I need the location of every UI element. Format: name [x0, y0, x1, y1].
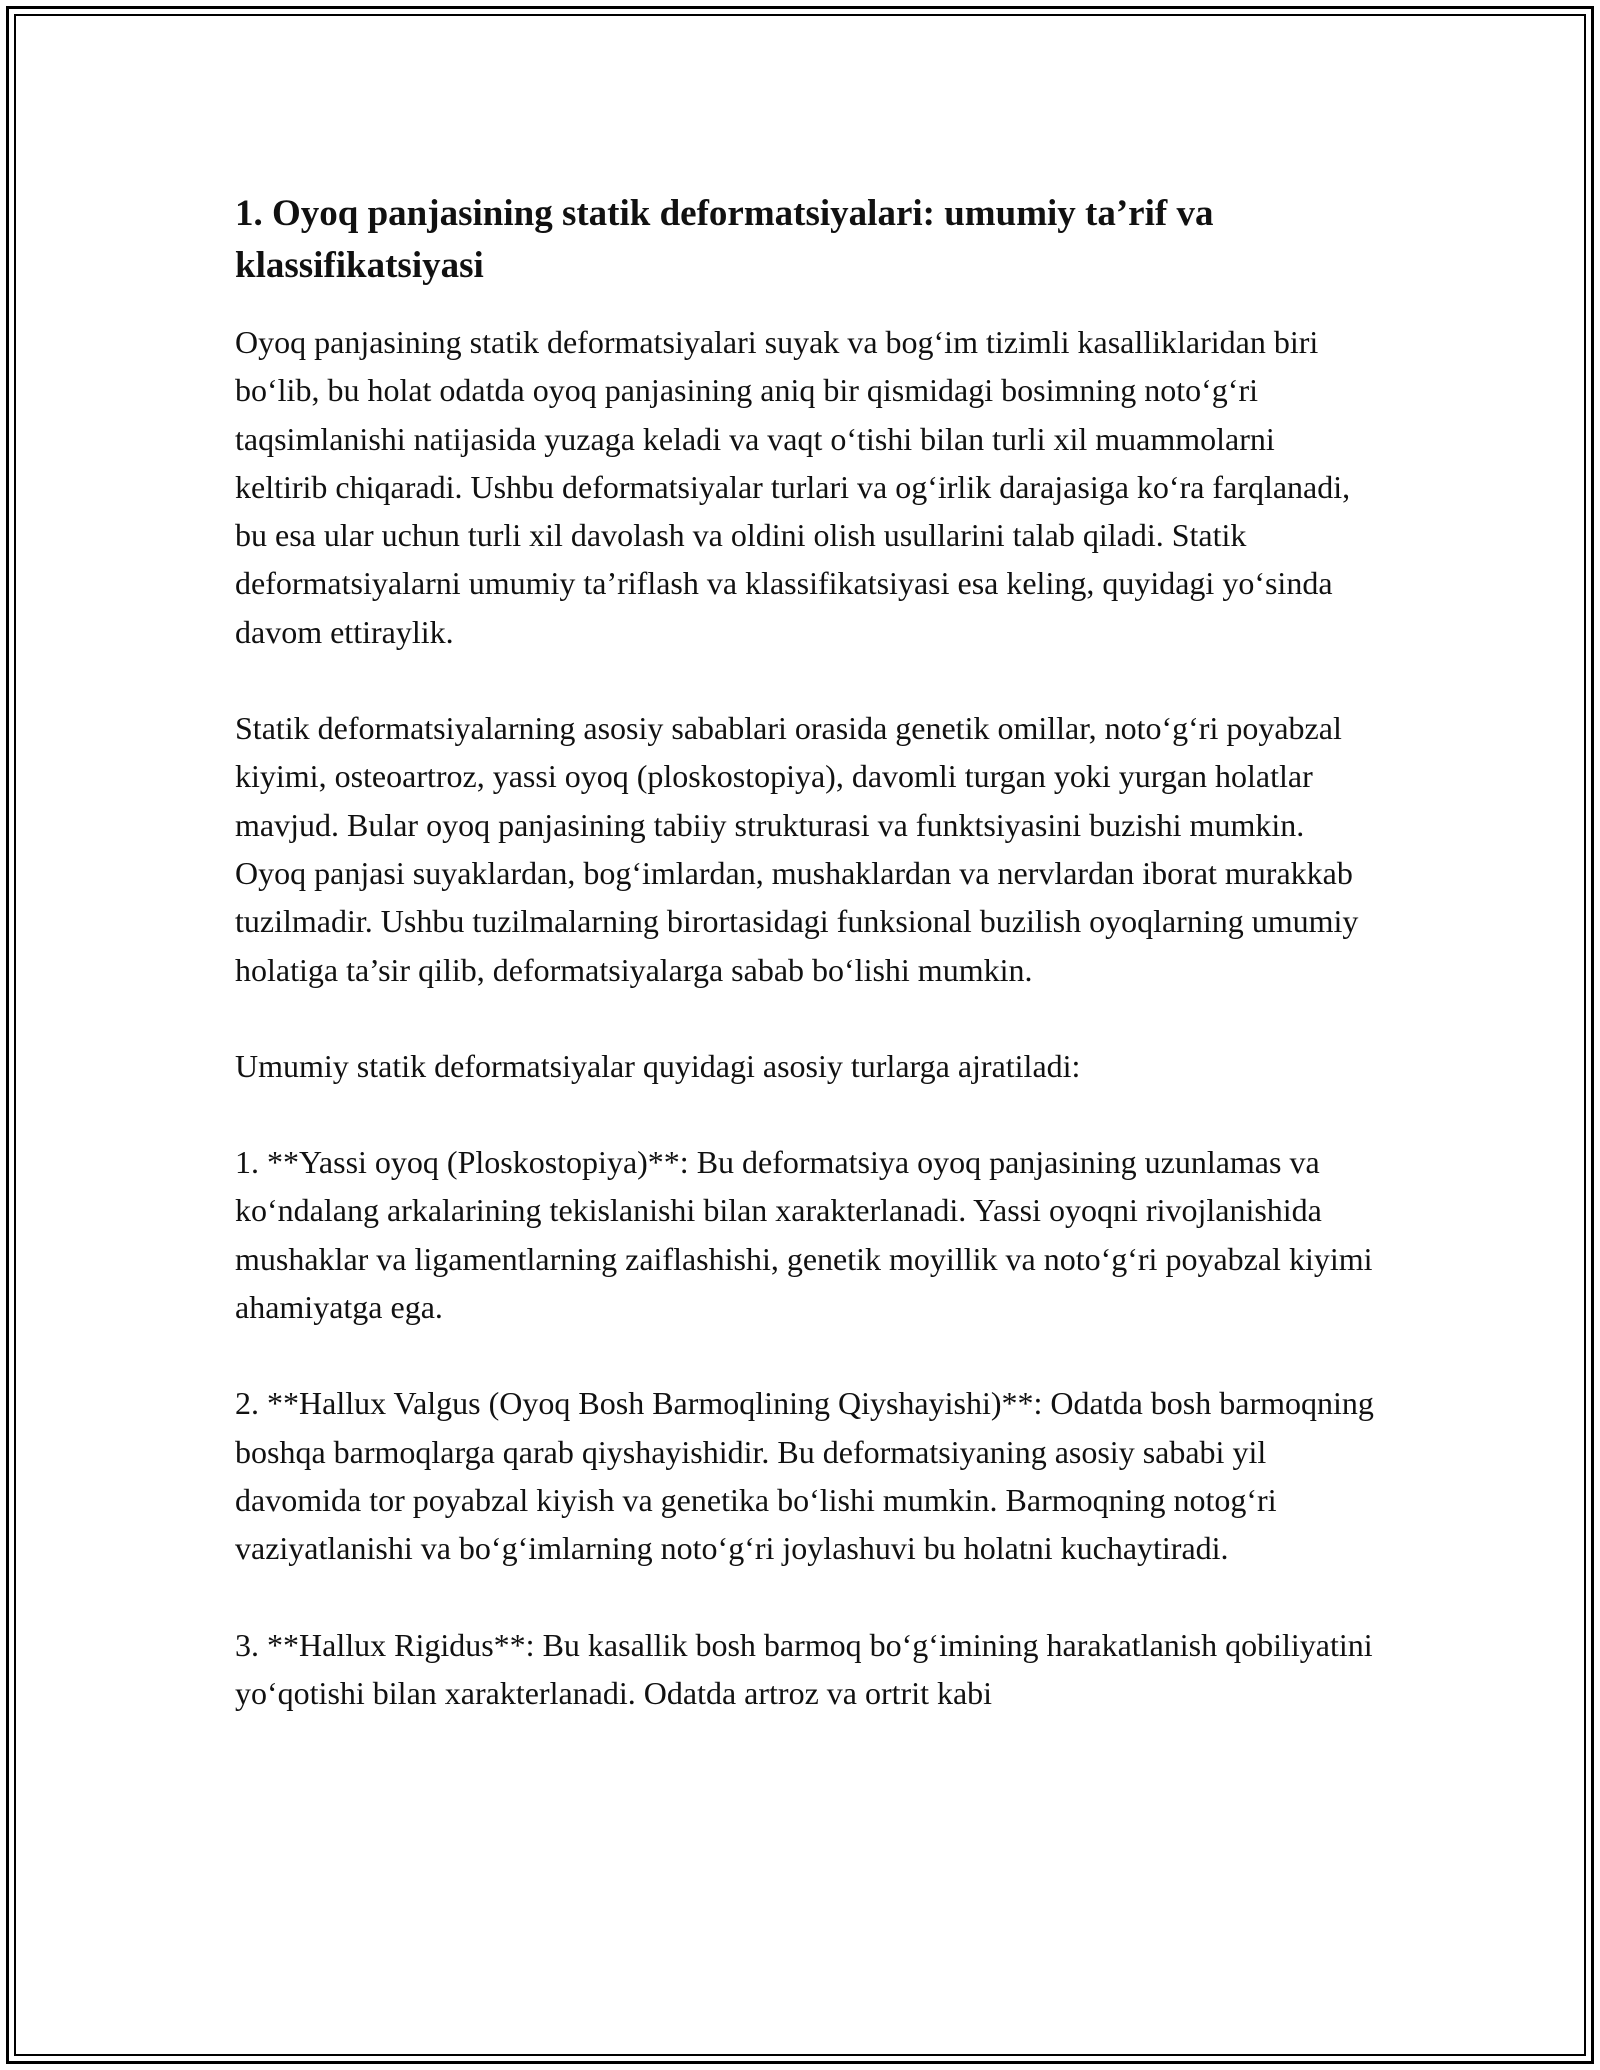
list-item-flat-foot: 1. **Yassi oyoq (Ploskostopiya)**: Bu deformatsiya oyoq panjasining uzunlamas va ko‘ndalang arkalarining tekislanishi bilan xarakterlanadi. Yassi oyoqni rivojlanishida mushaklar va ligamentlarning zaiflashishi, genetik moyillik va noto‘g‘ri poyabzal kiyimi ahamiyatga ega.	[235, 1144, 1373, 1326]
document-page	[235, 188, 1375, 1765]
section-heading: 1. Oyoq panjasining statik deformatsiyalari: umumiy ta’rif va klassifikatsiyasi	[235, 193, 1214, 286]
paragraph-intro: Oyoq panjasining statik deformatsiyalari suyak va bog‘im tizimli kasalliklaridan biri bo‘lib, bu holat odatda oyoq panjasining aniq bir qismidagi bosimning noto‘g‘ri taqsimlanishi natijasida yuzaga keladi va vaqt o‘tishi bilan turli xil muammolarni keltirib chiqaradi. Ushbu deformatsiyalar turlari va og‘irlik darajasiga ko‘ra farqlanadi, bu esa ular uchun turli xil davolash va oldini olish usullarini talab qiladi. Statik deformatsiyalarni umumiy ta’riflash va klassifikatsiyasi esa keling, quyidagi yo‘sinda davom ettiraylik.	[235, 324, 1351, 650]
list-item-hallux-valgus: 2. **Hallux Valgus (Oyoq Bosh Barmoqlining Qiyshayishi)**: Odatda bosh barmoqning boshqa barmoqlarga qarab qiyshayishidir. Bu deformatsiyaning asosiy sababi yil davomida tor poyabzal kiyish va genetika bo‘lishi mumkin. Barmoqning notog‘ri vaziyatlanishi va bo‘g‘imlarning noto‘g‘ri joylashuvi bu holatni kuchaytiradi.	[235, 1385, 1374, 1567]
paragraph-types-intro: Umumiy statik deformatsiyalar quyidagi asosiy turlarga ajratiladi:	[235, 1047, 1081, 1084]
list-item-hallux-rigidus: 3. **Hallux Rigidus**: Bu kasallik bosh barmoq bo‘g‘imining harakatlanish qobiliyatini yo‘qotishi bilan xarakterlanadi. Odatda artroz va ortrit kabi	[235, 1626, 1373, 1711]
paragraph-causes: Statik deformatsiyalarning asosiy sabablari orasida genetik omillar, noto‘g‘ri poyabzal kiyimi, osteoartroz, yassi oyoq (ploskostopiya), davomli turgan yoki yurgan holatlar mavjud. Bular oyoq panjasining tabiiy strukturasi va funktsiyasini buzishi mumkin. Oyoq panjasi suyaklardan, bog‘imlardan, mushaklardan va nervlardan iborat murakkab tuzilmadir. Ushbu tuzilmalarning birortasidagi funksional buzilish oyoqlarning umumiy holatiga ta’sir qilib, deformatsiyalarga sabab bo‘lishi mumkin.	[235, 710, 1359, 988]
